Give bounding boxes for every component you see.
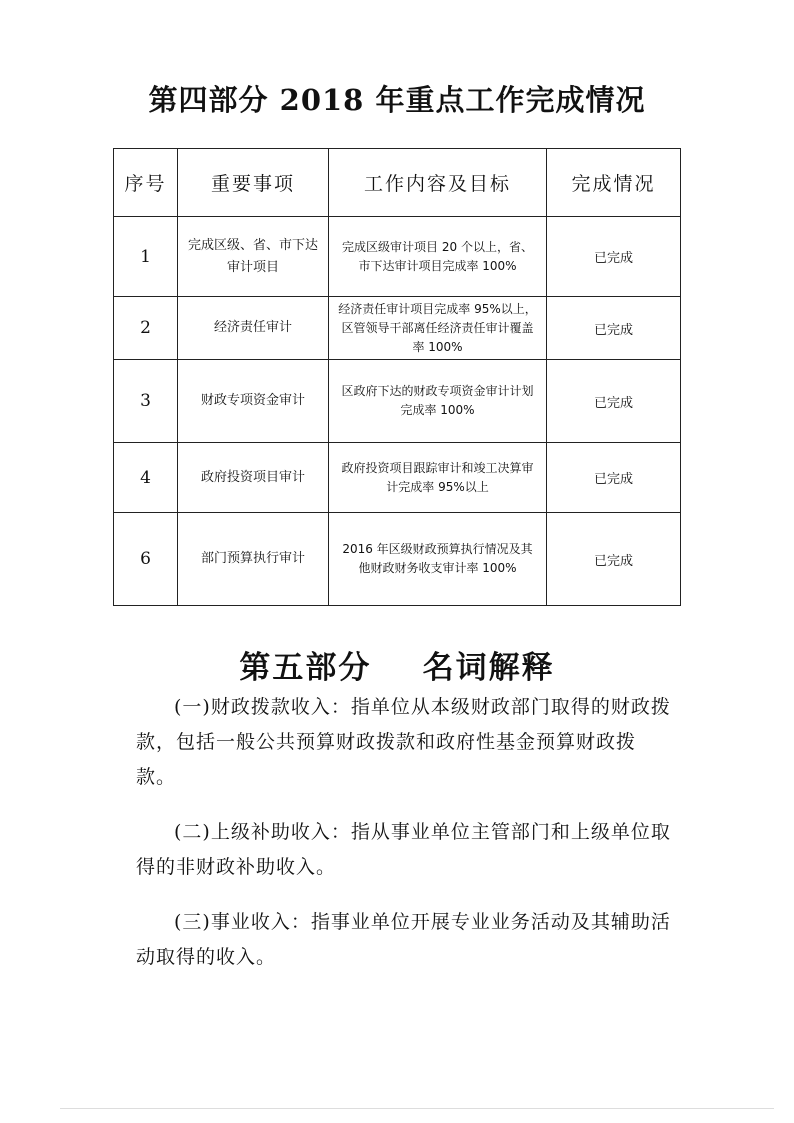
row-item: 财政专项资金审计	[178, 360, 329, 443]
row-status: 已完成	[547, 297, 681, 360]
header-status: 完成情况	[547, 149, 681, 217]
row-status: 已完成	[547, 360, 681, 443]
row-seq: 2	[114, 297, 178, 360]
key-work-table	[113, 148, 681, 606]
page-bottom-rule	[60, 1108, 774, 1109]
row-content: 经济责任审计项目完成率 95%以上，区管领导干部离任经济责任审计覆盖率 100%	[329, 297, 547, 360]
row-content: 2016 年区级财政预算执行情况及其他财政财务收支审计率 100%	[329, 513, 547, 606]
header-content: 工作内容及目标	[329, 149, 547, 217]
table-row	[114, 297, 681, 360]
row-seq: 1	[114, 217, 178, 297]
table-row	[114, 513, 681, 606]
row-status: 已完成	[547, 443, 681, 513]
table-header-row	[114, 149, 681, 217]
section-5-title: 第五部分 名词解释	[239, 650, 555, 686]
definition-paragraph-3: (三)事业收入：指事业单位开展专业业务活动及其辅助活动取得的收入。	[136, 911, 671, 968]
row-content: 完成区级审计项目 20 个以上，省、市下达审计项目完成率 100%	[329, 217, 547, 297]
row-seq: 3	[114, 360, 178, 443]
row-content: 政府投资项目跟踪审计和竣工决算审计完成率 95%以上	[329, 443, 547, 513]
row-status: 已完成	[547, 217, 681, 297]
row-item: 政府投资项目审计	[178, 443, 329, 513]
definition-paragraph-2: (二)上级补助收入：指从事业单位主管部门和上级单位取得的非财政补助收入。	[136, 821, 671, 878]
row-item: 完成区级、省、市下达审计项目	[178, 217, 329, 297]
row-item: 部门预算执行审计	[178, 513, 329, 606]
row-content: 区政府下达的财政专项资金审计计划完成率 100%	[329, 360, 547, 443]
section-4-title: 第四部分 2018 年重点工作完成情况	[148, 83, 646, 117]
definition-paragraph-1: (一)财政拨款收入：指单位从本级财政部门取得的财政拨款，包括一般公共预算财政拨款和政府性基金预算财政拨款。	[136, 696, 671, 788]
table-row	[114, 443, 681, 513]
table-row	[114, 360, 681, 443]
header-seq: 序号	[114, 149, 178, 217]
row-seq: 6	[114, 513, 178, 606]
row-item: 经济责任审计	[178, 297, 329, 360]
row-status: 已完成	[547, 513, 681, 606]
row-seq: 4	[114, 443, 178, 513]
header-item: 重要事项	[178, 149, 329, 217]
table-row	[114, 217, 681, 297]
